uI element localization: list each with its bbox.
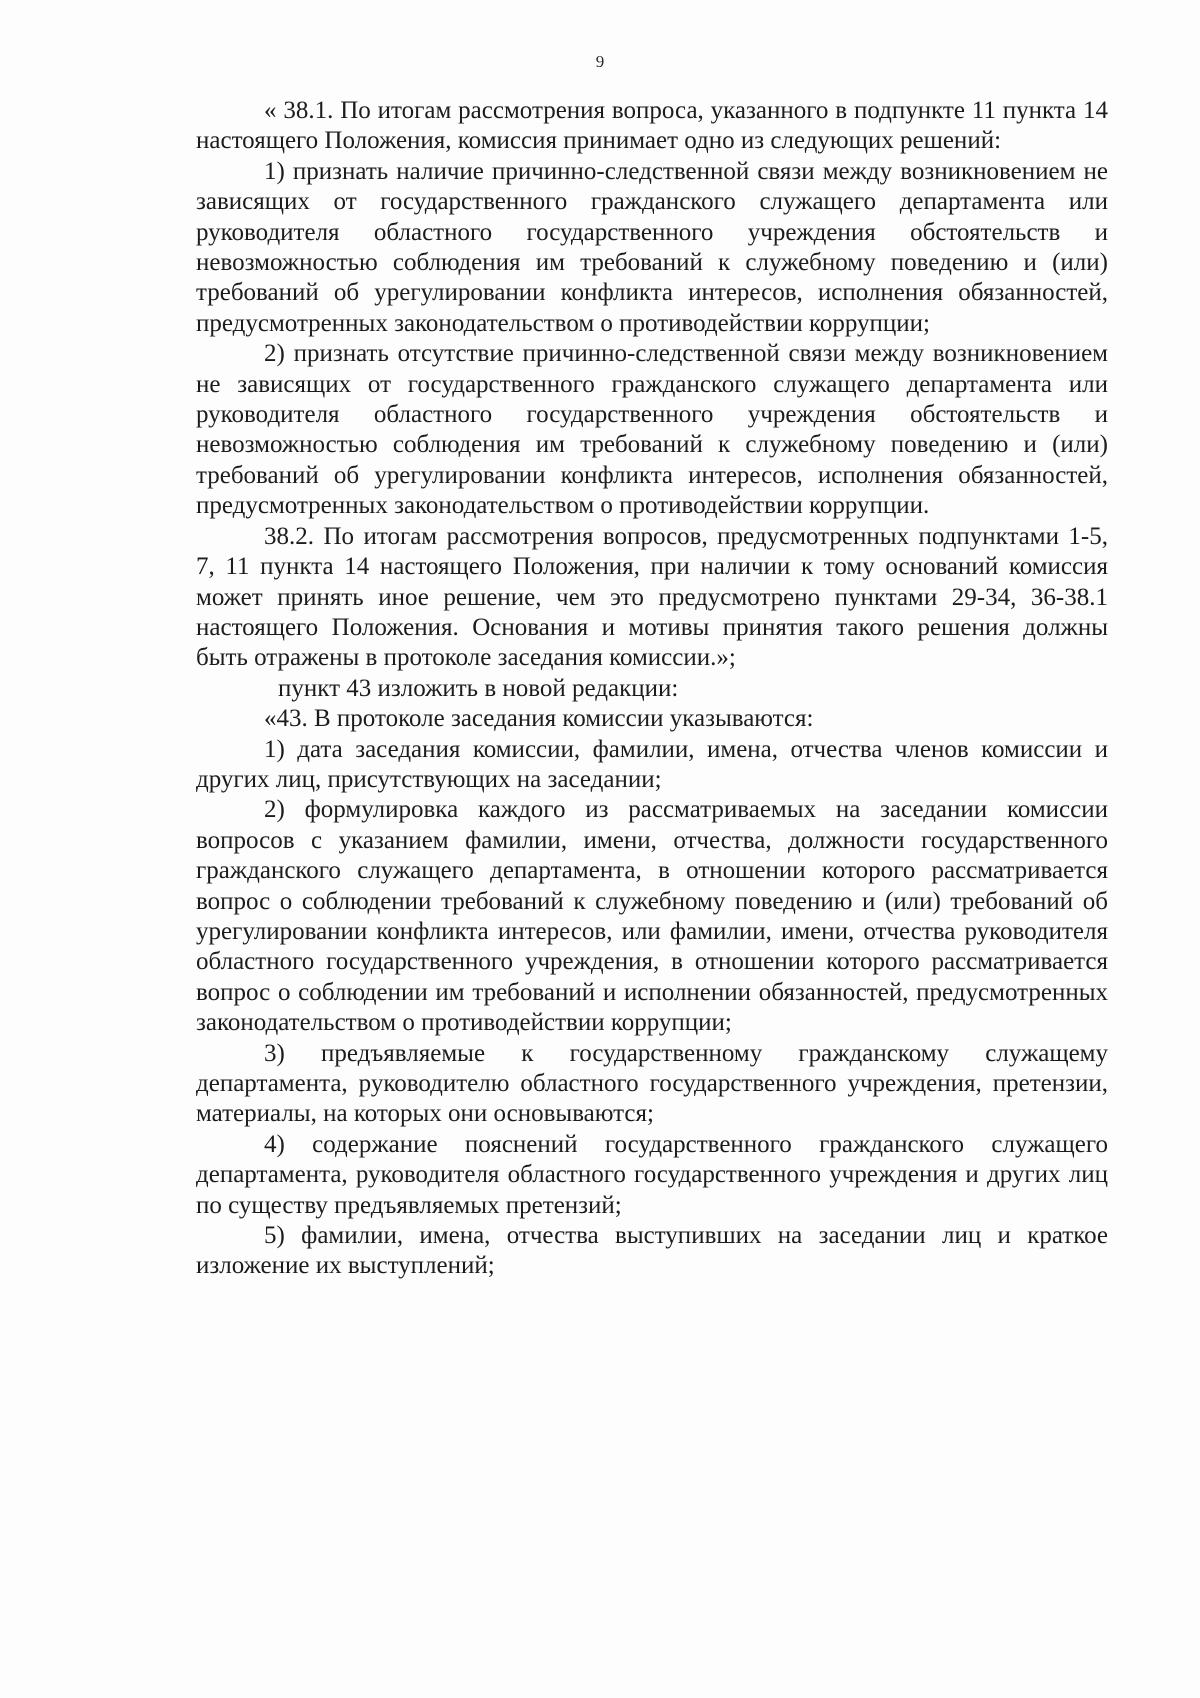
paragraph-amendment-43: пункт 43 изложить в новой редакции: xyxy=(278,674,679,702)
paragraph-38-1-item-2: 2) признать отсутствие причинно-следственной связи между возникновением не зависящих от государственного гражданского служащего департамента или руководителя областного государственного учреждения обстоятельств и невозможностью соблюдения им требований к служебному поведению и (или) требований об урегулировании конфликта интересов, исполнения обязанностей, предусмотренных законодательством о противодействии коррупции. xyxy=(196,340,1108,520)
paragraph-43: «43. В протоколе заседания комиссии указываются: xyxy=(264,705,814,733)
paragraph-43-item-3: 3) предъявляемые к государственному гражданскому служащему департамента, руководителю областного государственного учреждения, претензии, материалы, на которых они основываются; xyxy=(196,1039,1108,1128)
paragraph-43-item-5: 5) фамилии, имена, отчества выступивших на заседании лиц и краткое изложение их выступлений; xyxy=(196,1222,1108,1280)
page-number: 9 xyxy=(595,52,605,71)
paragraph-38-1: « 38.1. По итогам рассмотрения вопроса, указанного в подпункте 11 пункта 14 настоящего Положения, комиссия принимает одно из следующих решений: xyxy=(196,97,1108,155)
paragraph-43-item-1: 1) дата заседания комиссии, фамилии, имена, отчества членов комиссии и других лиц, присутствующих на заседании; xyxy=(196,735,1108,793)
paragraph-38-2: 38.2. По итогам рассмотрения вопросов, предусмотренных подпунктами 1-5, 7, 11 пункта 14 настоящего Положения, при наличии к тому оснований комиссия может принять иное решение, чем это предусмотрено пунктами 29-34, 36-38.1 настоящего Положения. Основания и мотивы принятия такого решения должны быть отражены в протоколе заседания комиссии.»; xyxy=(196,522,1108,672)
paragraph-43-item-4: 4) содержание пояснений государственного гражданского служащего департамента, руководителя областного государственного учреждения и других лиц по существу предъявляемых претензий; xyxy=(196,1130,1108,1219)
document-body xyxy=(196,96,1108,1282)
paragraph-43-item-2: 2) формулировка каждого из рассматриваемых на заседании комиссии вопросов с указанием фамилии, имени, отчества, должности государственного гражданского служащего департамента, в отношении которого рассматривается вопрос о соблюдении требований к служебному поведению и (или) требований об урегулировании конфликта интересов, или фамилии, имени, отчества руководителя областного государственного учреждения, в отношении которого рассматривается вопрос о соблюдении им требований и исполнении обязанностей, предусмотренных законодательством о противодействии коррупции; xyxy=(196,796,1108,1037)
paragraph-38-1-item-1: 1) признать наличие причинно-следственной связи между возникновением не зависящих от государственного гражданского служащего департамента или руководителя областного государственного учреждения обстоятельств и невозможностью соблюдения им требований к служебному поведению и (или) требований об урегулировании конфликта интересов, исполнения обязанностей, предусмотренных законодательством о противодействии коррупции; xyxy=(196,157,1108,337)
